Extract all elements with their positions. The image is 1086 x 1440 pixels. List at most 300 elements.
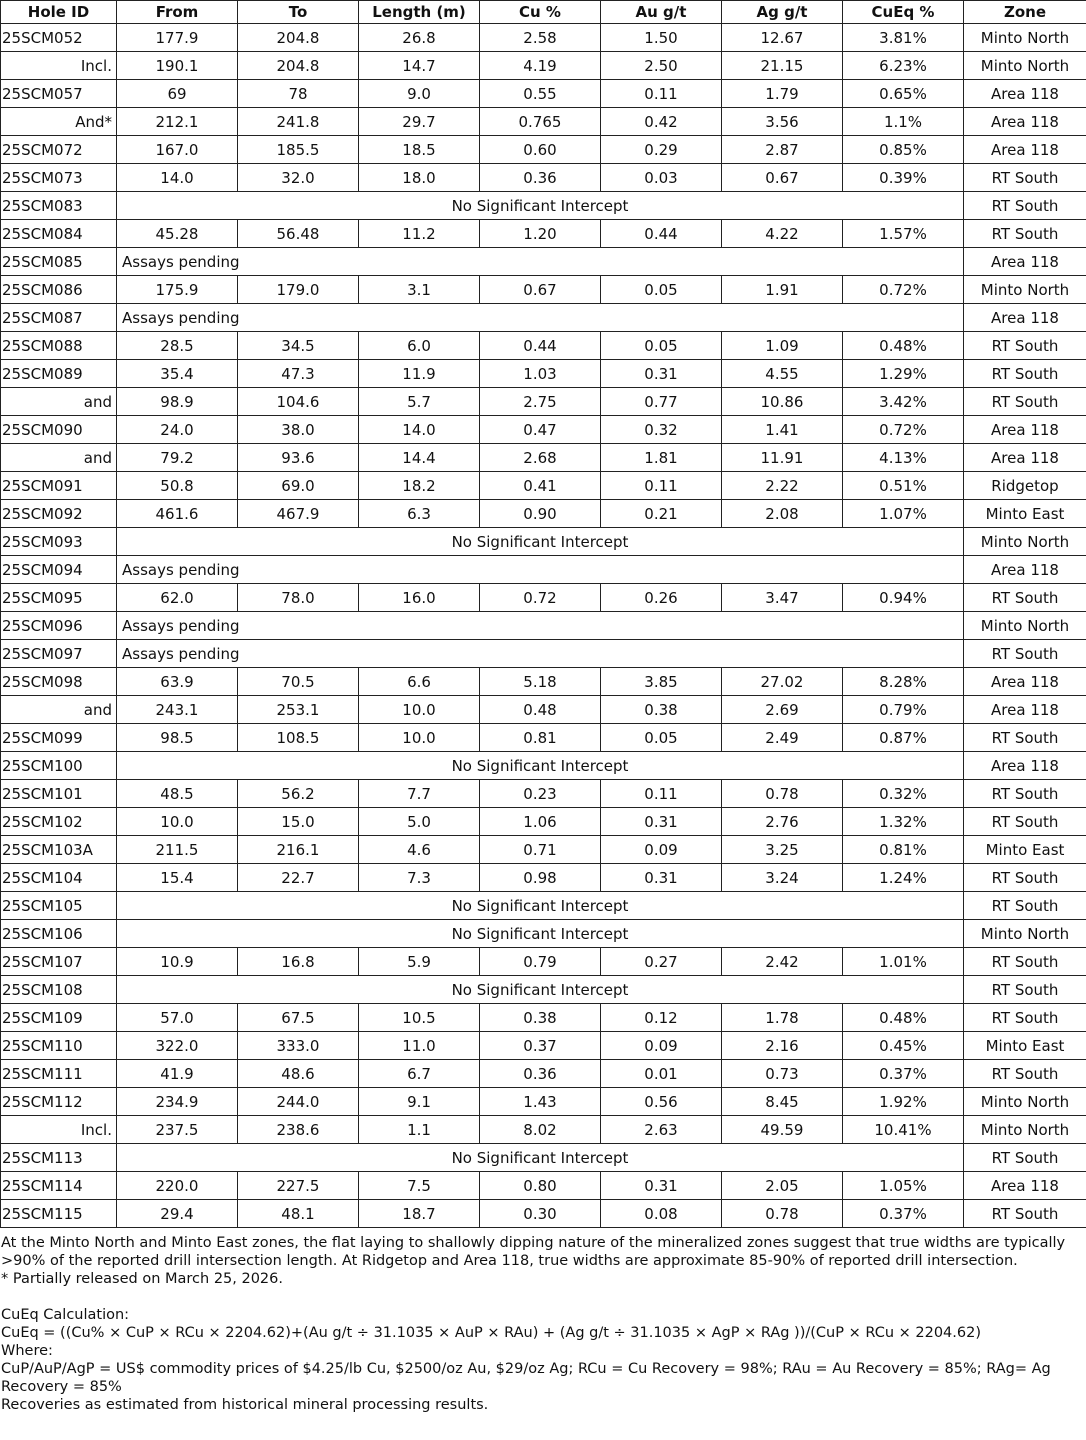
cell-assays-pending: Assays pending <box>117 304 964 332</box>
cell-au: 1.81 <box>601 444 722 472</box>
cell-cueq: 6.23% <box>843 52 964 80</box>
cell-cueq: 8.28% <box>843 668 964 696</box>
cell-hole-id: 25SCM097 <box>1 640 117 668</box>
cell-cueq: 0.48% <box>843 332 964 360</box>
table-row <box>1 668 1086 696</box>
cell-to: 108.5 <box>238 724 359 752</box>
cell-zone: RT South <box>964 864 1086 892</box>
cell-hole-id: 25SCM084 <box>1 220 117 248</box>
cell-hole-id: 25SCM073 <box>1 164 117 192</box>
cell-length: 18.7 <box>359 1200 480 1228</box>
cell-from: 48.5 <box>117 780 238 808</box>
cell-au: 0.09 <box>601 836 722 864</box>
cell-length: 4.6 <box>359 836 480 864</box>
cell-length: 11.2 <box>359 220 480 248</box>
table-row <box>1 24 1086 52</box>
table-row <box>1 276 1086 304</box>
cell-from: 177.9 <box>117 24 238 52</box>
cell-cu: 0.71 <box>480 836 601 864</box>
table-row <box>1 360 1086 388</box>
cell-au: 0.11 <box>601 780 722 808</box>
cell-zone: RT South <box>964 808 1086 836</box>
cell-to: 238.6 <box>238 1116 359 1144</box>
cell-cueq: 0.45% <box>843 1032 964 1060</box>
cell-zone: Area 118 <box>964 248 1086 276</box>
cell-zone: Area 118 <box>964 416 1086 444</box>
cell-cu: 2.75 <box>480 388 601 416</box>
cell-hole-id: 25SCM092 <box>1 500 117 528</box>
cell-hole-id: 25SCM086 <box>1 276 117 304</box>
cell-ag: 0.73 <box>722 1060 843 1088</box>
table-row <box>1 584 1086 612</box>
recoveries-note: Recoveries as estimated from historical mineral processing results. <box>1 1397 489 1413</box>
cell-au: 0.29 <box>601 136 722 164</box>
header-au: Au g/t <box>601 1 722 24</box>
cell-no-intercept: No Significant Intercept <box>117 920 964 948</box>
cell-from: 15.4 <box>117 864 238 892</box>
cell-zone: RT South <box>964 892 1086 920</box>
cell-ag: 2.05 <box>722 1172 843 1200</box>
cell-zone: RT South <box>964 220 1086 248</box>
cell-zone: Minto North <box>964 920 1086 948</box>
cell-from: 220.0 <box>117 1172 238 1200</box>
cell-au: 0.05 <box>601 276 722 304</box>
cell-ag: 21.15 <box>722 52 843 80</box>
table-row <box>1 136 1086 164</box>
cell-au: 0.26 <box>601 584 722 612</box>
cell-zone: Area 118 <box>964 80 1086 108</box>
cell-zone: RT South <box>964 332 1086 360</box>
cell-zone: RT South <box>964 948 1086 976</box>
cell-to: 56.48 <box>238 220 359 248</box>
cell-from: 211.5 <box>117 836 238 864</box>
cell-hole-id: and <box>1 388 117 416</box>
cell-to: 22.7 <box>238 864 359 892</box>
cell-hole-id: 25SCM108 <box>1 976 117 1004</box>
cell-length: 9.0 <box>359 80 480 108</box>
cell-ag: 2.42 <box>722 948 843 976</box>
cell-hole-id: 25SCM083 <box>1 192 117 220</box>
cell-from: 63.9 <box>117 668 238 696</box>
cell-au: 0.11 <box>601 472 722 500</box>
cell-ag: 8.45 <box>722 1088 843 1116</box>
cell-zone: Minto North <box>964 276 1086 304</box>
cell-length: 6.6 <box>359 668 480 696</box>
cell-au: 0.31 <box>601 808 722 836</box>
cell-from: 29.4 <box>117 1200 238 1228</box>
table-row <box>1 220 1086 248</box>
cell-from: 243.1 <box>117 696 238 724</box>
cell-au: 0.27 <box>601 948 722 976</box>
cell-cueq: 1.32% <box>843 808 964 836</box>
cell-zone: RT South <box>964 640 1086 668</box>
cell-ag: 3.24 <box>722 864 843 892</box>
cell-length: 7.3 <box>359 864 480 892</box>
cell-cueq: 1.07% <box>843 500 964 528</box>
cell-hole-id: And* <box>1 108 117 136</box>
cell-cu: 0.47 <box>480 416 601 444</box>
cell-cueq: 0.51% <box>843 472 964 500</box>
cell-from: 69 <box>117 80 238 108</box>
cell-cueq: 0.72% <box>843 276 964 304</box>
cell-cu: 0.81 <box>480 724 601 752</box>
table-row <box>1 304 1086 332</box>
cell-hole-id: Incl. <box>1 1116 117 1144</box>
cell-zone: RT South <box>964 1004 1086 1032</box>
cell-au: 1.50 <box>601 24 722 52</box>
cell-assays-pending: Assays pending <box>117 640 964 668</box>
cell-zone: Ridgetop <box>964 472 1086 500</box>
cell-cueq: 1.05% <box>843 1172 964 1200</box>
cell-to: 104.6 <box>238 388 359 416</box>
cell-ag: 2.49 <box>722 724 843 752</box>
cell-au: 0.31 <box>601 864 722 892</box>
cell-ag: 27.02 <box>722 668 843 696</box>
cell-from: 98.5 <box>117 724 238 752</box>
cell-zone: Area 118 <box>964 696 1086 724</box>
cell-no-intercept: No Significant Intercept <box>117 192 964 220</box>
cell-from: 57.0 <box>117 1004 238 1032</box>
cell-to: 47.3 <box>238 360 359 388</box>
cell-to: 204.8 <box>238 52 359 80</box>
cell-length: 16.0 <box>359 584 480 612</box>
cell-ag: 3.56 <box>722 108 843 136</box>
cell-cu: 5.18 <box>480 668 601 696</box>
cell-hole-id: 25SCM091 <box>1 472 117 500</box>
cell-zone: Area 118 <box>964 1172 1086 1200</box>
cell-cueq: 0.81% <box>843 836 964 864</box>
header-hole-id: Hole ID <box>1 1 117 24</box>
cell-length: 7.7 <box>359 780 480 808</box>
cell-length: 18.5 <box>359 136 480 164</box>
cell-au: 0.05 <box>601 724 722 752</box>
cell-length: 14.4 <box>359 444 480 472</box>
cell-cu: 0.37 <box>480 1032 601 1060</box>
cell-from: 24.0 <box>117 416 238 444</box>
cell-cueq: 1.92% <box>843 1088 964 1116</box>
cell-length: 5.0 <box>359 808 480 836</box>
cell-assays-pending: Assays pending <box>117 248 964 276</box>
cell-ag: 2.76 <box>722 808 843 836</box>
cell-length: 1.1 <box>359 1116 480 1144</box>
cell-zone: Area 118 <box>964 108 1086 136</box>
table-row <box>1 1088 1086 1116</box>
cell-ag: 2.87 <box>722 136 843 164</box>
cell-au: 0.03 <box>601 164 722 192</box>
cell-to: 70.5 <box>238 668 359 696</box>
cell-au: 0.38 <box>601 696 722 724</box>
cell-zone: RT South <box>964 780 1086 808</box>
cell-cu: 1.03 <box>480 360 601 388</box>
cell-hole-id: and <box>1 696 117 724</box>
cell-hole-id: 25SCM107 <box>1 948 117 976</box>
header-to: To <box>238 1 359 24</box>
cell-ag: 3.47 <box>722 584 843 612</box>
cell-cu: 0.36 <box>480 1060 601 1088</box>
cell-ag: 1.91 <box>722 276 843 304</box>
cell-from: 10.0 <box>117 808 238 836</box>
cell-ag: 0.78 <box>722 1200 843 1228</box>
cell-to: 333.0 <box>238 1032 359 1060</box>
cell-zone: Area 118 <box>964 668 1086 696</box>
cell-hole-id: 25SCM111 <box>1 1060 117 1088</box>
cell-zone: RT South <box>964 388 1086 416</box>
cell-from: 322.0 <box>117 1032 238 1060</box>
cell-cu: 1.20 <box>480 220 601 248</box>
table-row <box>1 80 1086 108</box>
cell-zone: RT South <box>964 1060 1086 1088</box>
where-label: Where: <box>1 1343 53 1359</box>
header-length: Length (m) <box>359 1 480 24</box>
cell-zone: Minto North <box>964 52 1086 80</box>
cell-cueq: 0.39% <box>843 164 964 192</box>
cell-cu: 0.44 <box>480 332 601 360</box>
cell-cueq: 1.1% <box>843 108 964 136</box>
cell-from: 62.0 <box>117 584 238 612</box>
table-row <box>1 920 1086 948</box>
cell-hole-id: 25SCM112 <box>1 1088 117 1116</box>
table-row <box>1 388 1086 416</box>
cell-zone: RT South <box>964 584 1086 612</box>
cell-cueq: 4.13% <box>843 444 964 472</box>
cell-cu: 0.60 <box>480 136 601 164</box>
cell-zone: Minto North <box>964 1116 1086 1144</box>
cell-hole-id: 25SCM095 <box>1 584 117 612</box>
table-row <box>1 332 1086 360</box>
cell-au: 0.31 <box>601 360 722 388</box>
table-row <box>1 1144 1086 1172</box>
cell-length: 18.2 <box>359 472 480 500</box>
cell-zone: Area 118 <box>964 136 1086 164</box>
cell-cueq: 3.81% <box>843 24 964 52</box>
cell-zone: RT South <box>964 724 1086 752</box>
cell-to: 32.0 <box>238 164 359 192</box>
table-row <box>1 528 1086 556</box>
cell-hole-id: 25SCM105 <box>1 892 117 920</box>
header-cu: Cu % <box>480 1 601 24</box>
cell-to: 179.0 <box>238 276 359 304</box>
cell-cueq: 3.42% <box>843 388 964 416</box>
cell-to: 227.5 <box>238 1172 359 1200</box>
cell-to: 34.5 <box>238 332 359 360</box>
cell-from: 10.9 <box>117 948 238 976</box>
cell-to: 15.0 <box>238 808 359 836</box>
cell-length: 6.0 <box>359 332 480 360</box>
cell-zone: RT South <box>964 1200 1086 1228</box>
cell-zone: Minto North <box>964 612 1086 640</box>
cell-cu: 8.02 <box>480 1116 601 1144</box>
table-row <box>1 892 1086 920</box>
table-row <box>1 556 1086 584</box>
cell-cu: 0.23 <box>480 780 601 808</box>
cell-no-intercept: No Significant Intercept <box>117 892 964 920</box>
header-row <box>1 1 1086 24</box>
cell-au: 0.44 <box>601 220 722 248</box>
cell-hole-id: 25SCM057 <box>1 80 117 108</box>
cell-from: 190.1 <box>117 52 238 80</box>
cell-ag: 1.09 <box>722 332 843 360</box>
cell-cu: 0.765 <box>480 108 601 136</box>
footnotes <box>0 1228 1082 1414</box>
cell-ag: 4.22 <box>722 220 843 248</box>
cell-hole-id: 25SCM102 <box>1 808 117 836</box>
cell-ag: 2.22 <box>722 472 843 500</box>
cell-hole-id: 25SCM088 <box>1 332 117 360</box>
cell-from: 175.9 <box>117 276 238 304</box>
cell-from: 28.5 <box>117 332 238 360</box>
cell-cueq: 10.41% <box>843 1116 964 1144</box>
cell-au: 2.63 <box>601 1116 722 1144</box>
cell-cueq: 0.65% <box>843 80 964 108</box>
table-row <box>1 696 1086 724</box>
cell-hole-id: 25SCM109 <box>1 1004 117 1032</box>
cell-au: 0.05 <box>601 332 722 360</box>
cell-ag: 0.78 <box>722 780 843 808</box>
cell-ag: 1.78 <box>722 1004 843 1032</box>
cell-zone: Area 118 <box>964 556 1086 584</box>
cell-to: 467.9 <box>238 500 359 528</box>
cell-zone: Area 118 <box>964 752 1086 780</box>
cell-cu: 0.41 <box>480 472 601 500</box>
cell-to: 48.6 <box>238 1060 359 1088</box>
cell-from: 237.5 <box>117 1116 238 1144</box>
cell-length: 11.9 <box>359 360 480 388</box>
table-row <box>1 1200 1086 1228</box>
cell-to: 204.8 <box>238 24 359 52</box>
cell-cu: 0.36 <box>480 164 601 192</box>
cell-from: 98.9 <box>117 388 238 416</box>
cell-to: 16.8 <box>238 948 359 976</box>
cell-length: 5.7 <box>359 388 480 416</box>
cell-length: 29.7 <box>359 108 480 136</box>
table-row <box>1 724 1086 752</box>
cell-no-intercept: No Significant Intercept <box>117 1144 964 1172</box>
cell-length: 10.5 <box>359 1004 480 1032</box>
cell-assays-pending: Assays pending <box>117 556 964 584</box>
cell-cu: 0.30 <box>480 1200 601 1228</box>
table-row <box>1 864 1086 892</box>
cell-zone: RT South <box>964 1144 1086 1172</box>
cell-length: 18.0 <box>359 164 480 192</box>
cell-zone: RT South <box>964 192 1086 220</box>
cell-ag: 10.86 <box>722 388 843 416</box>
cell-no-intercept: No Significant Intercept <box>117 976 964 1004</box>
cell-ag: 3.25 <box>722 836 843 864</box>
cell-to: 241.8 <box>238 108 359 136</box>
cell-cu: 0.55 <box>480 80 601 108</box>
cell-zone: Area 118 <box>964 304 1086 332</box>
table-row <box>1 248 1086 276</box>
table-row <box>1 948 1086 976</box>
cell-au: 0.42 <box>601 108 722 136</box>
cell-to: 244.0 <box>238 1088 359 1116</box>
cell-zone: Minto North <box>964 24 1086 52</box>
cell-cu: 0.90 <box>480 500 601 528</box>
cell-cu: 0.38 <box>480 1004 601 1032</box>
cell-cueq: 0.87% <box>843 724 964 752</box>
cell-from: 50.8 <box>117 472 238 500</box>
cell-hole-id: 25SCM101 <box>1 780 117 808</box>
cell-cu: 4.19 <box>480 52 601 80</box>
cell-hole-id: 25SCM093 <box>1 528 117 556</box>
table-row <box>1 416 1086 444</box>
cell-cueq: 0.79% <box>843 696 964 724</box>
cell-au: 0.77 <box>601 388 722 416</box>
cell-au: 0.56 <box>601 1088 722 1116</box>
true-width-note: At the Minto North and Minto East zones, the flat laying to shallowly dipping nature of the mineralized zones suggest that true widths are typically >90% of the reported drill intersection length. At Ridgetop and Area 118, true widths are approximate 85-90% of reported drill intersection. <box>1 1235 1066 1269</box>
cell-au: 0.11 <box>601 80 722 108</box>
cell-ag: 1.79 <box>722 80 843 108</box>
cell-length: 3.1 <box>359 276 480 304</box>
cell-cueq: 0.85% <box>843 136 964 164</box>
cell-from: 79.2 <box>117 444 238 472</box>
cell-hole-id: 25SCM098 <box>1 668 117 696</box>
table-row <box>1 976 1086 1004</box>
cell-from: 461.6 <box>117 500 238 528</box>
cell-from: 45.28 <box>117 220 238 248</box>
cell-cu: 0.48 <box>480 696 601 724</box>
cell-cueq: 0.37% <box>843 1200 964 1228</box>
cell-length: 26.8 <box>359 24 480 52</box>
cell-to: 38.0 <box>238 416 359 444</box>
table-row <box>1 640 1086 668</box>
table-row <box>1 1060 1086 1088</box>
cell-hole-id: 25SCM099 <box>1 724 117 752</box>
cell-zone: RT South <box>964 976 1086 1004</box>
table-row <box>1 1116 1086 1144</box>
cell-cu: 0.80 <box>480 1172 601 1200</box>
cell-zone: Area 118 <box>964 444 1086 472</box>
cell-length: 6.3 <box>359 500 480 528</box>
cell-zone: Minto North <box>964 1088 1086 1116</box>
cell-hole-id: 25SCM087 <box>1 304 117 332</box>
cell-no-intercept: No Significant Intercept <box>117 752 964 780</box>
table-row <box>1 192 1086 220</box>
cell-from: 234.9 <box>117 1088 238 1116</box>
table-row <box>1 1004 1086 1032</box>
cell-hole-id: 25SCM094 <box>1 556 117 584</box>
cell-ag: 12.67 <box>722 24 843 52</box>
cell-ag: 1.41 <box>722 416 843 444</box>
cueq-formula: CuEq = ((Cu% × CuP × RCu × 2204.62)+(Au g/t ÷ 31.1035 × AuP × RAu) + (Ag g/t ÷ 31.1035 × AgP × RAg ))/(CuP × RCu × 2204.62) <box>1 1325 981 1341</box>
cell-au: 0.12 <box>601 1004 722 1032</box>
cell-to: 93.6 <box>238 444 359 472</box>
table-row <box>1 752 1086 780</box>
table-body <box>1 24 1086 1228</box>
cell-length: 11.0 <box>359 1032 480 1060</box>
table-row <box>1 164 1086 192</box>
cueq-title: CuEq Calculation: <box>1 1307 130 1323</box>
cell-from: 212.1 <box>117 108 238 136</box>
cell-hole-id: 25SCM113 <box>1 1144 117 1172</box>
cell-au: 2.50 <box>601 52 722 80</box>
cell-from: 41.9 <box>117 1060 238 1088</box>
table-row <box>1 500 1086 528</box>
cell-length: 10.0 <box>359 724 480 752</box>
cell-length: 14.7 <box>359 52 480 80</box>
cell-to: 56.2 <box>238 780 359 808</box>
cell-length: 6.7 <box>359 1060 480 1088</box>
table-row <box>1 1032 1086 1060</box>
cell-zone: Minto East <box>964 1032 1086 1060</box>
cell-cueq: 1.01% <box>843 948 964 976</box>
cell-ag: 49.59 <box>722 1116 843 1144</box>
cell-cueq: 0.37% <box>843 1060 964 1088</box>
cell-cu: 2.58 <box>480 24 601 52</box>
table-row <box>1 612 1086 640</box>
cell-hole-id: 25SCM115 <box>1 1200 117 1228</box>
cell-length: 9.1 <box>359 1088 480 1116</box>
